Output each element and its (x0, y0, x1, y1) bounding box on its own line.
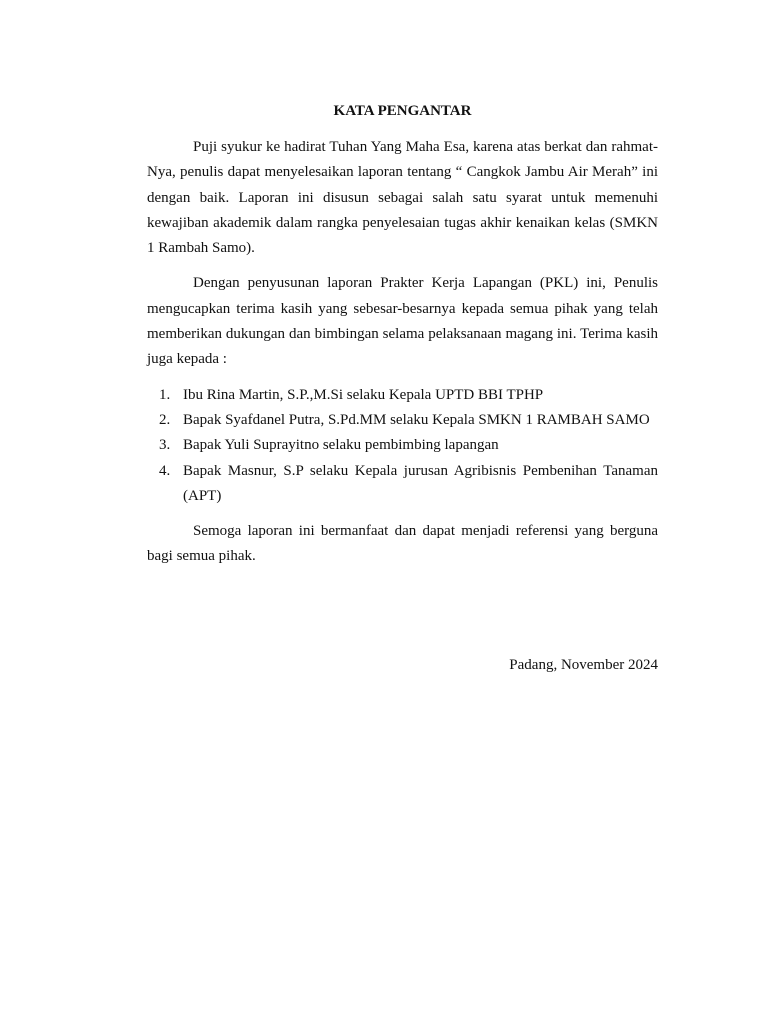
paragraph-gap (147, 373, 658, 383)
paragraph-2: Dengan penyusunan laporan Prakter Kerja Lapangan (PKL) ini, Penulis mengucapkan terima kasih yang sebesar-besarnya kepada semua pihak yang telah memberikan dukungan dan bimbingan selama pelaksanaan magang ini. Terima kasih juga kepada : (147, 275, 658, 368)
paragraph-3: Semoga laporan ini bermanfaat dan dapat menjadi referensi yang berguna bagi semua pihak. (147, 523, 658, 565)
list-item-number: 3. (159, 437, 171, 454)
list-item-number: 1. (159, 386, 171, 403)
paragraph-gap (147, 261, 658, 271)
list-item-number: 4. (159, 462, 171, 479)
paragraph-1: Puji syukur ke hadirat Tuhan Yang Maha Esa, karena atas berkat dan rahmat-Nya, penulis dapat menyelesaikan laporan tentang “ Cangkok Jambu Air Merah” ini dengan baik. Laporan ini disusun sebagai salah satu syarat untuk memenuhi kewajiban akademik dalam rangka penyelesaian tugas akhir kenaikan kelas (SMKN 1 Rambah Samo). (147, 139, 658, 257)
paragraph-gap (147, 509, 658, 519)
document-title: KATA PENGANTAR (333, 103, 472, 119)
list-item (147, 408, 658, 433)
list-item (147, 459, 658, 510)
list-item-number: 2. (159, 411, 171, 428)
closing-place-date: Padang, November 2024 (509, 656, 658, 673)
list-item (147, 433, 658, 458)
list-item (147, 383, 658, 408)
list-item-text: Bapak Yuli Suprayitno selaku pembimbing lapangan (183, 437, 499, 454)
document-page (147, 100, 658, 676)
list-item-text: Ibu Rina Martin, S.P.,M.Si selaku Kepala UPTD BBI TPHP (183, 386, 544, 403)
list-item-text: Bapak Syafdanel Putra, S.Pd.MM selaku Kepala SMKN 1 RAMBAH SAMO (183, 411, 650, 428)
list-item-text: Bapak Masnur, S.P selaku Kepala jurusan Agribisnis Pembenihan Tanaman (APT) (183, 462, 658, 504)
acknowledgement-list (147, 383, 658, 509)
